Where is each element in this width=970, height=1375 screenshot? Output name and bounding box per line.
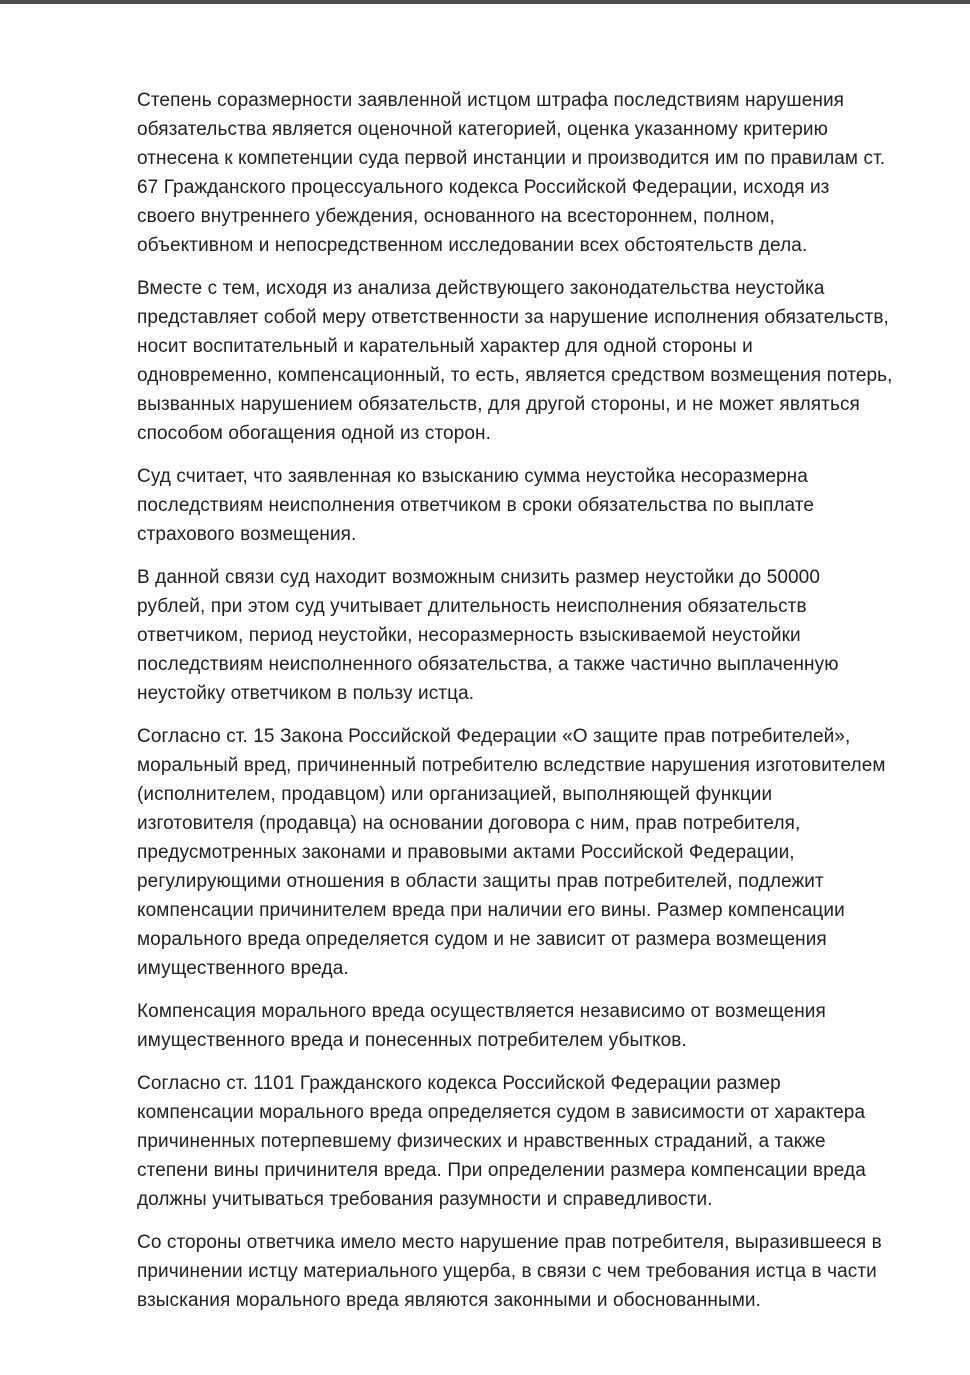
window-top-border <box>0 0 970 4</box>
paragraph: Согласно ст. 15 Закона Российской Федерации «О защите прав потребителей», моральный вред, причиненный потребителю вследствие нарушения изготовителем (исполнителем, продавцом) или организацией, выполняющей функции изготовителя (продавца) на основании договора с ним, прав потребителя, предусмотренных законами и правовыми актами Российской Федерации, регулирующими отношения в области защиты прав потребителей, подлежит компенсации причинителем вреда при наличии его вины. Размер компенсации морального вреда определяется судом и не зависит от размера возмещения имущественного вреда. <box>137 726 886 979</box>
paragraph: Согласно ст. 1101 Гражданского кодекса Российской Федерации размер компенсации морального вреда определяется судом в зависимости от характера причиненных потерпевшему физических и нравственных страданий, а также степени вины причинителя вреда. При определении размера компенсации вреда должны учитываться требования разумности и справедливости. <box>137 1073 866 1210</box>
paragraph: Компенсация морального вреда осуществляется независимо от возмещения имущественного вреда и понесенных потребителем убытков. <box>137 1001 826 1051</box>
paragraph: Вместе с тем, исходя из анализа действующего законодательства неустойка представляет собой меру ответственности за нарушение исполнения обязательств, носит воспитательный и карательный характер для одной стороны и одновременно, компенсационный, то есть, является средством возмещения потерь, вызванных нарушением обязательств, для другой стороны, и не может являться способом обогащения одной из сторон. <box>137 278 893 444</box>
paragraph: Со стороны ответчика имело место нарушение прав потребителя, выразившееся в причинении истцу материального ущерба, в связи с чем требования истца в части взыскания морального вреда являются законными и обоснованными. <box>137 1232 882 1311</box>
paragraph: Суд считает, что заявленная ко взысканию сумма неустойка несоразмерна последствиям неисполнения ответчиком в сроки обязательства по выплате страхового возмещения. <box>137 466 815 545</box>
paragraph: В данной связи суд находит возможным снизить размер неустойки до 50000 рублей, при этом суд учитывает длительность неисполнения обязательств ответчиком, период неустойки, несоразмерность взыскиваемой неустойки последствиям неисполненного обязательства, а также частично выплаченную неустойку ответчиком в пользу истца. <box>137 567 839 704</box>
document-body <box>137 86 893 1329</box>
paragraph: Степень соразмерности заявленной истцом штрафа последствиям нарушения обязательства является оценочной категорией, оценка указанному критерию отнесена к компетенции суда первой инстанции и производится им по правилам ст. 67 Гражданского процессуального кодекса Российской Федерации, исходя из своего внутреннего убеждения, основанного на всестороннем, полном, объективном и непосредственном исследовании всех обстоятельств дела. <box>137 90 886 256</box>
